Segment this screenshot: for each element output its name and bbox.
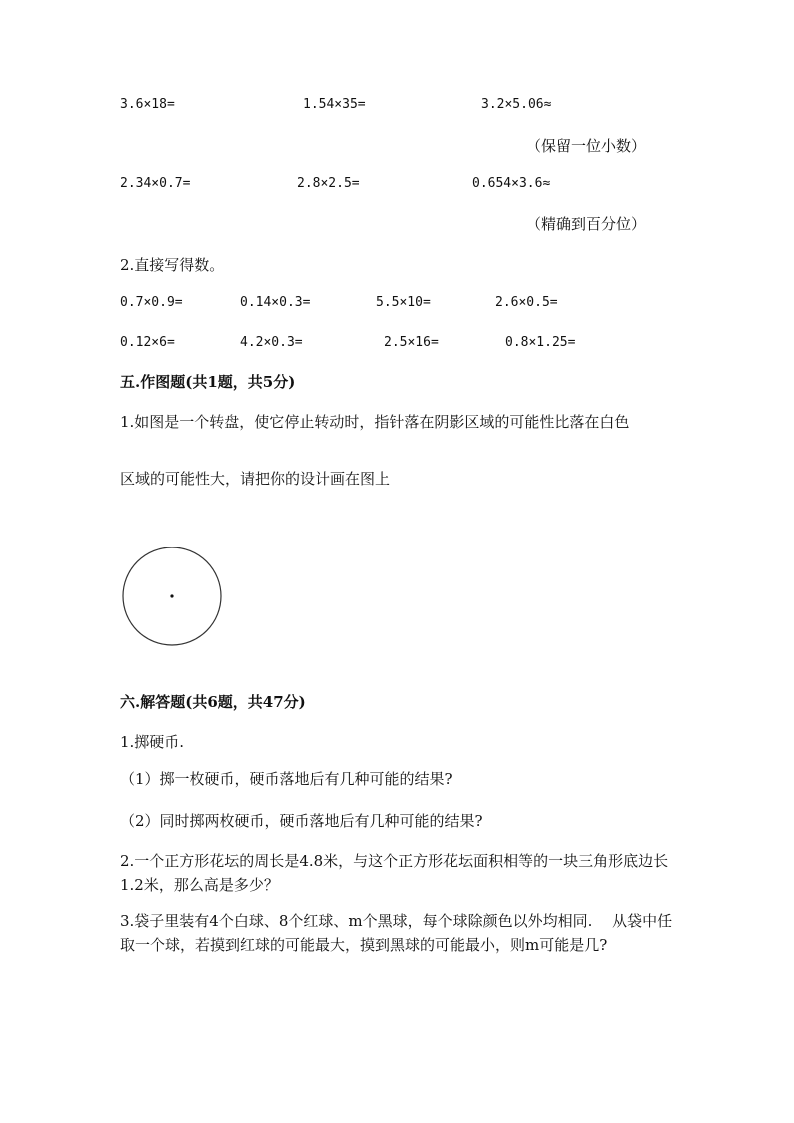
calc-item: 5.5×10= xyxy=(376,295,431,310)
question-subitem: （1）掷一枚硬币，硬币落地后有几种可能的结果? xyxy=(120,770,453,788)
section-heading: 六.解答题(共6题，共47分) xyxy=(120,693,306,711)
question-subitem: （2）同时掷两枚硬币，硬币落地后有几种可能的结果? xyxy=(120,812,483,830)
calc-item: 0.8×1.25= xyxy=(505,335,576,350)
calc-item: 0.7×0.9= xyxy=(120,295,183,310)
rounding-note: （保留一位小数） xyxy=(526,137,647,155)
calc-item: 4.2×0.3= xyxy=(240,335,303,350)
calc-item: 3.2×5.06≈ xyxy=(481,97,552,112)
calc-item: 1.54×35= xyxy=(303,97,366,112)
question-text: 2.一个正方形花坛的周长是4.8米，与这个正方形花坛面积相等的一块三角形底边长1.2米，那么高是多少？ xyxy=(120,852,669,894)
calc-item: 3.6×18= xyxy=(120,97,175,112)
question-title: 2.直接写得数。 xyxy=(120,256,225,274)
calc-item: 0.14×0.3= xyxy=(240,295,311,310)
spinner-circle-figure xyxy=(120,547,226,651)
rounding-note: （精确到百分位） xyxy=(526,215,647,233)
calc-item: 2.6×0.5= xyxy=(495,295,558,310)
section-heading: 五.作图题(共1题，共5分) xyxy=(120,373,296,391)
question-text: 1.如图是一个转盘，使它停止转动时，指针落在阴影区域的可能性比落在白色 xyxy=(120,413,630,431)
calc-item: 2.5×16= xyxy=(384,335,439,350)
spinner-center-dot xyxy=(170,594,173,597)
question-title: 1.掷硬币. xyxy=(120,733,185,751)
calc-item: 0.654×3.6≈ xyxy=(472,176,551,191)
calc-item: 0.12×6= xyxy=(120,335,175,350)
question-text: 3.袋子里装有4个白球、8个红球、m个黑球，每个球除颜色以外均相同. 从袋中任取一个球，若摸到红球的可能最大，摸到黑球的可能最小，则m可能是几? xyxy=(120,912,673,954)
question-text: 区域的可能性大，请把你的设计画在图上 xyxy=(120,470,391,488)
calc-item: 2.34×0.7= xyxy=(120,176,191,191)
calc-item: 2.8×2.5= xyxy=(297,176,360,191)
